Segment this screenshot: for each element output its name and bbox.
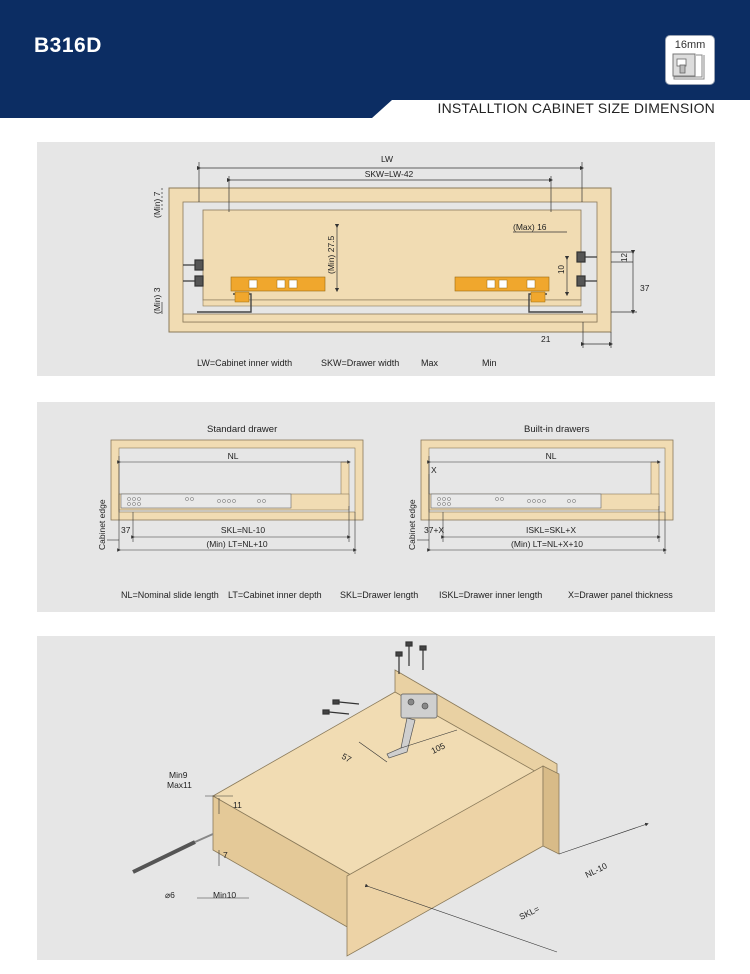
iso-nl10: NL-10 [583,860,609,880]
iso-skl: SKL= [517,903,541,922]
iso-105: 105 [429,740,447,756]
isometric-panel [37,636,715,960]
legend-iskl: ISKL=Drawer inner length [439,590,543,600]
dim-min7: (Min) 7 [152,191,162,218]
thickness-badge [665,35,715,85]
dim-min3: (Min) 3 [152,287,162,314]
legend-skl: SKL=Drawer length [340,590,419,600]
legend-lw: LW=Cabinet inner width [197,358,293,368]
legend-skw: SKW=Drawer width [321,358,400,368]
iso-11: 11 [233,800,242,810]
legend-min: Min [482,358,497,368]
std-lt: (Min) LT=NL+10 [206,539,268,549]
dim-12: 12 [620,253,629,262]
iso-min9: Min9 [169,770,188,780]
standard-drawer-title: Standard drawer [207,424,278,435]
badge-label: 16mm [674,39,706,51]
bi-37x: 37+X [424,525,445,535]
legend-nl: NL=Nominal slide length [121,590,219,600]
iso-dia6: ⌀6 [165,890,175,900]
bi-iskl: ISKL=SKL+X [525,525,577,535]
std-cabinet-edge: Cabinet edge [97,499,107,550]
side-view-diagram [37,402,715,612]
iso-max11: Max11 [167,780,192,790]
legend-max: Max [421,358,439,368]
isometric-drawer-diagram [37,636,715,960]
iso-7: 7 [223,850,228,860]
cross-section-panel [37,142,715,376]
dim-10: 10 [557,265,566,274]
bi-lt: (Min) LT=NL+X+10 [511,539,583,549]
legend-x: X=Drawer panel thickness [568,590,673,600]
bi-nl: NL [545,451,557,461]
dim-skw: SKW=LW-42 [364,169,414,179]
dim-37: 37 [640,283,650,293]
dim-lw: LW [380,154,394,164]
bi-cabinet-edge: Cabinet edge [407,499,417,550]
std-skl: SKL=NL-10 [220,525,266,535]
dim-min27: (Min) 27.5 [326,235,336,274]
drawer-bottom [203,300,581,306]
iso-57: 57 [340,751,354,765]
drill-bit [133,834,213,872]
dim-max16: (Max) 16 [513,222,547,232]
page-heading: INSTALLTION CABINET SIZE DIMENSION [437,100,715,116]
side-view-panel [37,402,715,612]
bi-x: X [431,465,437,475]
iso-min10: Min10 [213,890,237,900]
cross-section-diagram [37,142,715,376]
panel-thickness-icon [672,53,710,81]
dim-21: 21 [541,334,551,344]
builtin-drawer-title: Built-in drawers [524,424,590,435]
model-title: B316D [34,34,102,57]
std-nl: NL [227,451,239,461]
legend-lt: LT=Cabinet inner depth [228,590,322,600]
drawer-front-panel-edge [543,766,559,854]
std-37: 37 [121,525,131,535]
